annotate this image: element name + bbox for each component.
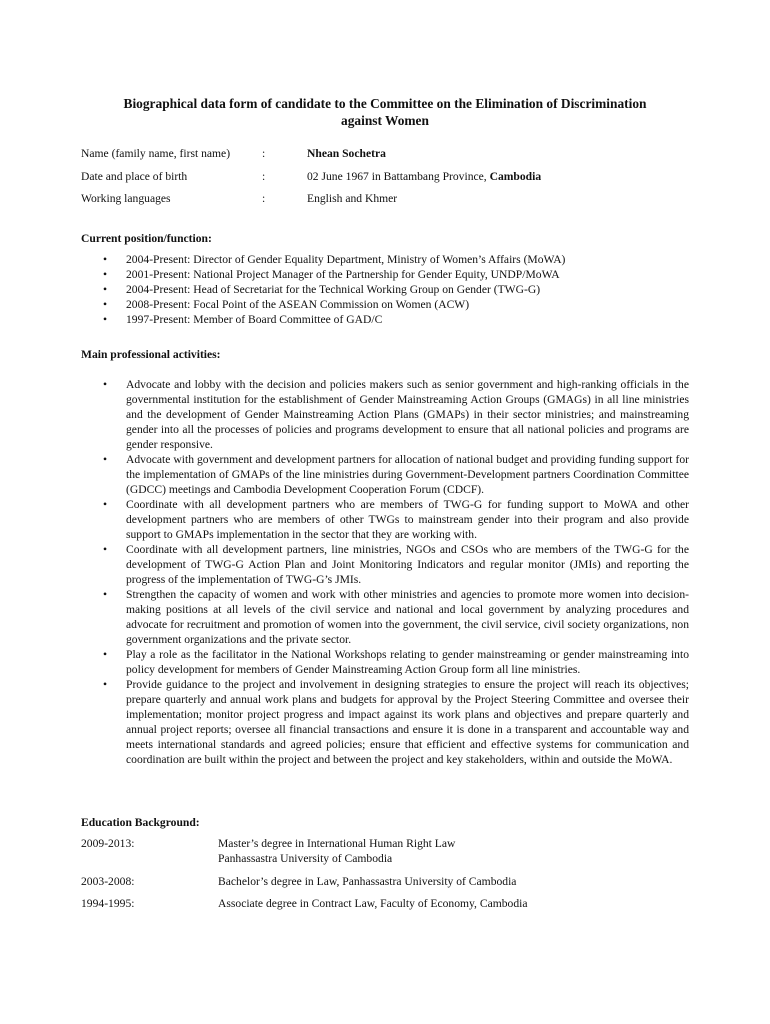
birth-date-place: 02 June 1967 in Battambang Province, <box>307 170 490 183</box>
list-item <box>81 282 689 297</box>
list-item <box>81 587 689 647</box>
activity-text: Advocate and lobby with the decision and policies makers such as senior government and high-ranking officials in the governmental institution for the establishment of Gender Mainstreaming Action Groups (GMAGs) in all line ministries and the development of Gender Mainstreaming Action Plans (GMAPs) in their sector ministries; and mainstreaming gender into all the processes of policies and programs development to ensure that all national policies and programs are gender responsive. <box>126 378 689 451</box>
education-years: 2009-2013: <box>81 837 135 850</box>
list-item <box>81 647 689 677</box>
bullet-icon: • <box>103 283 108 296</box>
birth-label: Date and place of birth <box>81 170 188 183</box>
position-text: 2001-Present: National Project Manager of the Partnership for Gender Equity, UNDP/MoWA <box>126 268 560 281</box>
languages-separator: : <box>262 192 266 205</box>
name-separator: : <box>262 147 266 160</box>
education-years: 2003-2008: <box>81 875 135 888</box>
list-item <box>81 677 689 767</box>
name-value: Nhean Sochetra <box>307 147 386 160</box>
list-item <box>81 312 689 327</box>
list-item <box>81 267 689 282</box>
bullet-icon: • <box>103 543 108 556</box>
list-item <box>81 252 689 267</box>
list-item <box>81 377 689 452</box>
activity-text: Strengthen the capacity of women and work with other ministries and agencies to promote more women into decision-making positions at all levels of the civil service and national and local government by analyzing procedures and advocate for recruitment and promotion of women into the government, the civil service, civil society organizations, non government organizations and the private sector. <box>126 588 689 646</box>
activity-text: Provide guidance to the project and involvement in designing strategies to ensure the project will reach its objectives; prepare quarterly and annual work plans and budgets for approval by the Project Steering Committee and oversee their implementation; monitor project progress and impact against its work plans and objectives and prepare quarterly and annual project reports; oversee all financial transactions and ensure it is done in a transparent and accountable way and meets international standards and agreed policies; ensure that efficient and effective systems for communication and coordination are built within the project and between the project and key stakeholders, within and outside the MoWA. <box>126 678 689 766</box>
current-position-heading: Current position/function: <box>81 232 212 245</box>
birth-value <box>307 169 541 184</box>
education-degree: Bachelor’s degree in Law, Panhassastra University of Cambodia <box>218 875 517 888</box>
bullet-icon: • <box>103 588 108 601</box>
languages-value: English and Khmer <box>307 192 398 205</box>
activity-text: Advocate with government and development partners for allocation of national budget and providing funding support for the implementation of GMAPs of the line ministries during Government-Development partners Coordination Committee (GDCC) meetings and Cambodia Development Cooperation Forum (CDCF). <box>126 453 689 496</box>
education-degree: Associate degree in Contract Law, Faculty of Economy, Cambodia <box>218 897 528 910</box>
activity-text: Play a role as the facilitator in the National Workshops relating to gender mainstreaming or gender mainstreaming into policy development for members of Gender Mainstreaming Action Group form all line ministries. <box>126 648 689 676</box>
bullet-icon: • <box>103 498 108 511</box>
bullet-icon: • <box>103 378 108 391</box>
birth-country: Cambodia <box>489 170 542 183</box>
main-activities-list <box>81 377 689 767</box>
list-item <box>81 497 689 542</box>
education-institution: Panhassastra University of Cambodia <box>218 852 393 865</box>
bullet-icon: • <box>103 678 108 691</box>
bullet-icon: • <box>103 298 108 311</box>
title-line-1: Biographical data form of candidate to the Committee on the Elimination of Discrimination <box>123 96 647 111</box>
bullet-icon: • <box>103 453 108 466</box>
bullet-icon: • <box>103 268 108 281</box>
list-item <box>81 452 689 497</box>
activity-text: Coordinate with all development partners who are members of TWG-G for funding support to MoWA and other development partners who are members of other TWGs to mainstream gender into their program and also provide support to GMAPs implementation in the sector that they are working with. <box>126 498 689 541</box>
position-text: 2004-Present: Director of Gender Equality Department, Ministry of Women’s Affairs (MoWA) <box>126 253 566 266</box>
birth-separator: : <box>262 170 266 183</box>
position-text: 1997-Present: Member of Board Committee of GAD/C <box>126 313 383 326</box>
position-text: 2004-Present: Head of Secretariat for the Technical Working Group on Gender (TWG-G) <box>126 283 541 296</box>
bullet-icon: • <box>103 648 108 661</box>
title-line-2: against Women <box>341 113 429 128</box>
position-text: 2008-Present: Focal Point of the ASEAN Commission on Women (ACW) <box>126 298 470 311</box>
education-detail <box>218 874 516 889</box>
education-years: 1994-1995: <box>81 897 135 910</box>
document-title <box>70 95 700 129</box>
education-detail <box>218 896 528 911</box>
bullet-icon: • <box>103 313 108 326</box>
current-position-list <box>81 252 689 327</box>
bullet-icon: • <box>103 253 108 266</box>
name-label: Name (family name, first name) <box>81 147 231 160</box>
languages-label: Working languages <box>81 192 171 205</box>
list-item <box>81 542 689 587</box>
activity-text: Coordinate with all development partners, line ministries, NGOs and CSOs who are members of the TWG-G for the development of TWG-G Action Plan and Joint Monitoring Indicators and regular monitor (JMIs) and reporting the progress of the implementation of TWG-G’s JMIs. <box>126 543 689 586</box>
education-degree: Master’s degree in International Human Right Law <box>218 837 456 850</box>
main-activities-heading: Main professional activities: <box>81 348 221 361</box>
education-detail <box>218 836 455 866</box>
education-heading: Education Background: <box>81 816 200 829</box>
list-item <box>81 297 689 312</box>
